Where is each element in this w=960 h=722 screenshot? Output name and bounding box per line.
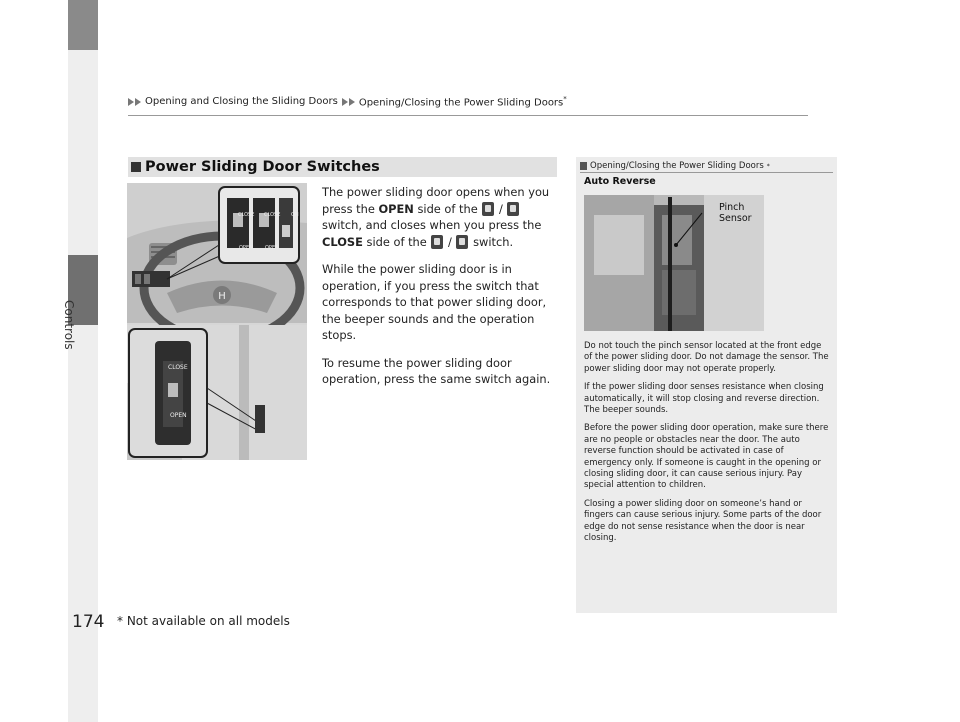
switch-label-open-1: OPEN xyxy=(239,245,253,251)
breadcrumb xyxy=(128,95,567,108)
right-door-switch-icon xyxy=(507,202,519,216)
side-note-text xyxy=(584,341,830,552)
switch-label-open-2: OPEN xyxy=(265,245,279,251)
side-tab-top-block xyxy=(68,0,98,50)
switch-label-close-1: CLOSE xyxy=(238,212,255,218)
auto-reverse-subheading: Auto Reverse xyxy=(584,176,656,187)
switch-label-close-zoom: CLOSE xyxy=(168,364,188,371)
svg-text:H: H xyxy=(218,291,226,302)
breadcrumb-arrow-icon xyxy=(342,98,355,106)
body-paragraph-3: To resume the power sliding door operation, press the same switch again. xyxy=(322,355,551,386)
body-paragraph-1: The power sliding door opens when you press the OPEN side of the / switch, and closes when you press the CLOSE side of the / switch. xyxy=(322,185,550,249)
side-note-paragraph-4: Closing a power sliding door on someone’s hand or fingers can cause serious injury. Some parts of the door edge do not sense resistance when the door is near closing. xyxy=(584,498,822,544)
side-note-paragraph-1: Do not touch the pinch sensor located at the front edge of the power sliding door. Do not damage the sensor. The power sliding door may not operate properly. xyxy=(584,341,829,374)
page-number: 174 xyxy=(72,612,105,632)
switch-location-figure xyxy=(127,183,307,460)
switch-label-open-zoom: OPEN xyxy=(170,412,187,419)
side-note-heading: Opening/Closing the Power Sliding Doors * xyxy=(580,161,770,171)
dashboard-illustration xyxy=(127,183,307,460)
section-heading xyxy=(128,157,557,177)
section-square-icon xyxy=(131,162,141,172)
body-paragraph-2: While the power sliding door is in operation, if you press the switch that corresponds to that power sliding door, the beeper sounds and the operation stops. xyxy=(322,262,547,342)
side-note-paragraph-3: Before the power sliding door operation, make sure there are no people or obstacles near the door. The auto reverse function should be activated in case of emergency only. If someone is caught in the opening or closing sliding door, it can cause serious injury. Pay special attention to children. xyxy=(584,423,829,491)
switch-label-close-2: CLOSE xyxy=(264,212,281,218)
right-door-switch-icon xyxy=(456,235,468,249)
header-rule xyxy=(128,115,808,116)
breadcrumb-item-power-sliding-doors[interactable]: Opening/Closing the Power Sliding Doors* xyxy=(358,95,567,109)
left-door-switch-icon xyxy=(482,202,494,216)
breadcrumb-item-sliding-doors[interactable]: Opening and Closing the Sliding Doors xyxy=(145,96,338,108)
side-note-paragraph-2: If the power sliding door senses resistance when closing automatically, it will stop closing and reverse direction. The beeper sounds. xyxy=(584,382,824,416)
switch-label-on: ON xyxy=(291,212,299,218)
section-title: Power Sliding Door Switches xyxy=(145,159,380,175)
left-door-switch-icon xyxy=(431,235,443,249)
breadcrumb-arrow-icon xyxy=(128,98,141,106)
body-text xyxy=(322,184,560,399)
side-tab-label: Controls xyxy=(62,300,76,350)
footnote: * Not available on all models xyxy=(117,614,290,628)
side-note-panel xyxy=(576,157,837,613)
pinch-sensor-label: Pinch Sensor xyxy=(719,202,752,224)
side-note-rule xyxy=(580,172,833,173)
note-icon xyxy=(580,162,587,170)
